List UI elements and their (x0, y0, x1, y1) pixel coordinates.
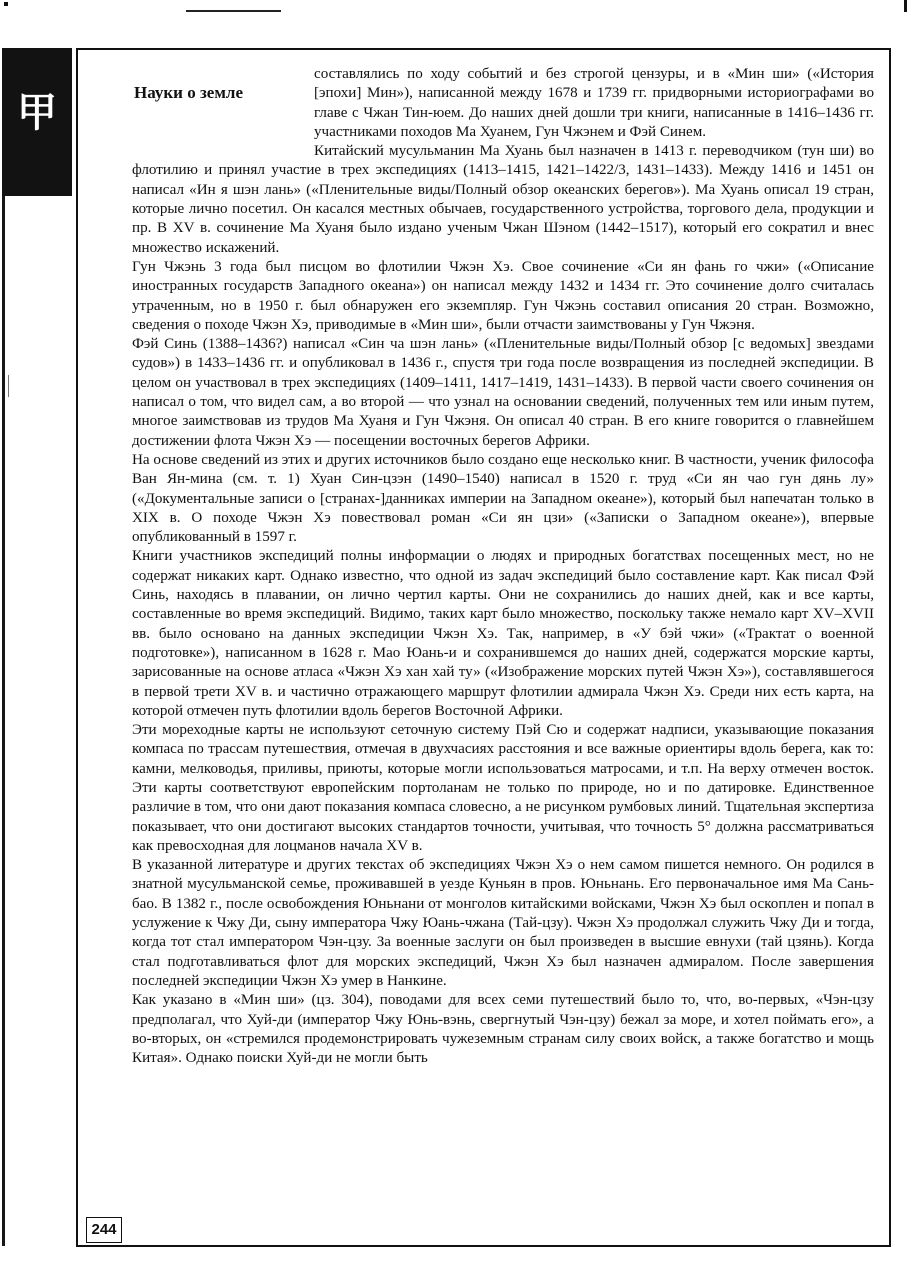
paragraph: Книги участников экспедиций полны информации о людях и природных богатствах посещенных мест, но не содержат никаких карт. Однако известно, что одной из задач экспедиций было составление карт. Как писал Фэй Синь, находясь в плавании, он лично чертил карты. Они не сохранились до наших дней, как и все карты, составленные во время экспедиций. Видимо, таких карт было множество, поскольку также немало карт XV–XVII вв. было основано на данных экспедиции Чжэн Хэ. Так, например, в «У бэй чжи» («Трактат о военной подготовке»), написанном в 1628 г. Мао Юань-и и сохранившемся до наших дней, содержатся морские карты, зарисованные на основе атласа «Чжэн Хэ хан хай ту» («Изображение морских путей Чжэн Хэ»), составлявшегося в первой трети XV в. и частично отражающего маршрут флотилии адмирала Чжэн Хэ. Среди них есть карта, на которой отмечен путь флотилии вдоль берегов Восточной Африки. (132, 548, 874, 719)
margin-mark (8, 375, 9, 397)
paragraph: Гун Чжэнь 3 года был писцом во флотилии Чжэн Хэ. Свое сочинение «Си ян фань го чжи» («Описание иностранных государств Западного океана») он написал между 1432 и 1434 гг. Это сочинение долго считалась утраченным, но в 1950 г. был обнаружен его экземпляр. Гун Чжэнь составил описания 20 стран. Возможно, сведения о походе Чжэн Хэ, приводимые в «Мин ши», были отчасти заимствованы у Гун Чжэня. (132, 258, 874, 333)
paragraph: составлялись по ходу событий и без строгой цензуры, и в «Мин ши» («История [эпохи] Мин»), написанной между 1678 и 1739 гг. придворными историографами во главе с Чжан Тин-юем. До наших дней дошли три книги, написанные в 1416–1436 гг. участниками походов Ма Хуанем, Гун Чжэнем и Фэй Синем. (314, 66, 874, 140)
frame-right (889, 48, 891, 1247)
side-strip (2, 196, 5, 1246)
frame-bottom (76, 1245, 891, 1247)
paragraph: Как указано в «Мин ши» (цз. 304), поводами для всех семи путешествий было то, что, во-первых, «Чэн-цзу предполагал, что Хуй-ди (император Чжу Юнь-вэнь, свергнутый Чэн-цзу) бежал за море, и хотел поймать его», а во-вторых, он «стремился продемонстрировать чужеземным странам силу своих войск, а также богатство и мощь Китая». Однако поиски Хуй-ди не могли быть (132, 992, 874, 1067)
paragraph: На основе сведений из этих и других источников было создано еще несколько книг. В частности, ученик философа Ван Ян-мина (см. т. 1) Хуан Син-цзэн (1490–1540) написал в 1520 г. труд «Си ян чао гун дянь лу» («Документальные записи о [странах-]данниках империи на Западном океане»), который был напечатан только в XIX в. О походе Чжэн Хэ повествовал роман «Си ян цзи» («Записки о Западном океане»), впервые опубликованный в 1597 г. (132, 451, 874, 546)
paragraph: Китайский мусульманин Ма Хуань был назначен в 1413 г. переводчиком (тун ши) во флотилию и принял участие в трех экспедициях (1413–1415, 1421–1422/3, 1431–1433). Между 1416 и 1451 он написал «Ин я шэн лань» («Пленительные виды/Полный обзор океанских берегов»). Ма Хуань описал 19 стран, которые лично посетил. Он касался местных обычаев, государственного устройства, торгового дела, продукции и пр. В XV в. сочинение Ма Хуаня было издано ученым Чжан Шэном (1442–1517), который его сократил и внес множество искажений. (132, 143, 874, 256)
paragraph: Фэй Синь (1388–1436?) написал «Син ча шэн лань» («Пленительные виды/Полный обзор [с ведомых] звездами судов») в 1433–1436 гг. и опубликовал в 1436 г., спустя три года после возвращения из последней экспедиции. В целом он участвовал в трех экспедициях (1409–1411, 1417–1419, 1431–1433). В первой части своего сочинения он написал о том, что видел сам, а во второй — что узнал на основании сведений, полученных тем или иным путем, многое заимствовав из трудов Ма Хуаня и Гун Чжэня. Он описал 40 стран. В его книге говорится о главнейшем достижении флота Чжэн Хэ — посещении восточных берегов Африки. (132, 336, 874, 449)
frame-top (76, 48, 891, 50)
frame-left (76, 48, 78, 1247)
side-tab-glyph: 甲 (17, 90, 57, 136)
corner-mark (904, 0, 907, 12)
body-text (132, 65, 874, 1068)
paragraph: В указанной литературе и других текстах об экспедициях Чжэн Хэ о нем самом пишется немного. Он родился в знатной мусульманской семье, проживавшей в уезде Куньян в пров. Юньнань. Его первоначальное имя Ма Сань-бао. В 1382 г., после освобождения Юньнани от монголов китайскими войсками, Чжэн Хэ был оскоплен и попал в услужение к Чжу Ди, сыну императора Чжу Юань-чжана (Тай-цзу). Чжэн Хэ продолжал служить Чжу Ди и тогда, когда тот стал императором Чэн-цзу. За военные заслуги он был произведен в высшие евнухи (тай цзянь). Когда стал подготавливаться флот для морских экспедиций, Чжэн Хэ был назначен адмиралом. После завершения последней экспедиции Чжэн Хэ умер в Нанкине. (132, 857, 874, 989)
corner-mark (4, 2, 8, 6)
top-rule (186, 10, 281, 12)
section-title: Науки о земле (134, 83, 243, 102)
paragraph: Эти мореходные карты не используют сеточную систему Пэй Сю и содержат надписи, указывающие показания компаса по трассам путешествия, отмечая в двухчасиях расстояния и все важные ориентиры вдоль берега, как то: камни, мелководья, приливы, приюты, которые могли использоваться матросами, и т.п. На верху отмечен восток. Эти карты соответствуют европейским портоланам не только по природе, но и по датировке. Единственное различие в том, что они дают показания компаса словесно, а не рисунком румбовых линий. Тщательная экспертиза показывает, что они достигают высоких стандартов точности, учитывая, что точность 5° должна рассматриваться как превосходная для лоцманов начала XV в. (132, 722, 874, 854)
page-number: 244 (86, 1217, 122, 1243)
